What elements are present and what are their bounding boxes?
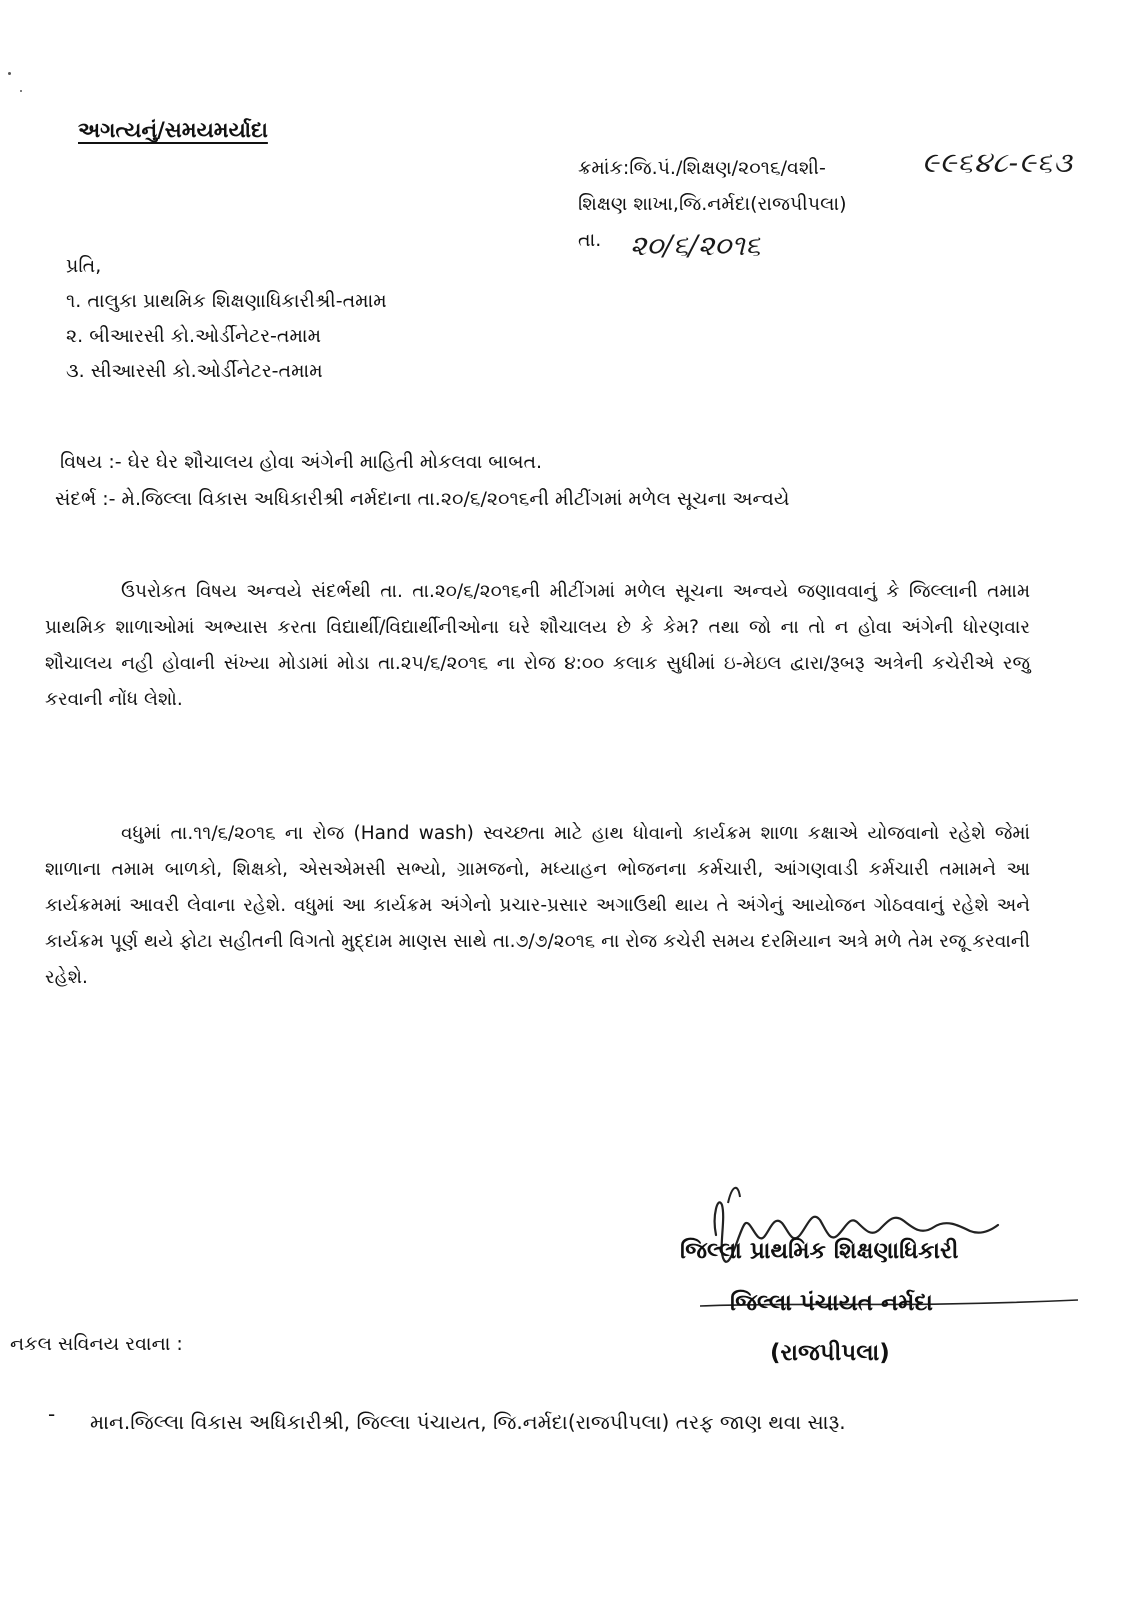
signatory-location: (રાજપીપલા) [770,1340,890,1366]
urgent-heading: અગત્યનું/સમયમર્યાદા [78,118,268,142]
handwritten-date: ૨૦/૬/૨૦૧૬ [630,229,761,262]
copy-bullet: - [48,1402,56,1426]
signature-scribble [708,1175,1008,1285]
recipient-item: ૨. બીઆરસી કો.ઓર્ડીનેટર-તમામ [66,325,321,347]
subject-line: વિષય :- ઘેર ઘેર શૌચાલય હોવા અંગેની માહિતી મોકલવા બાબત. [60,451,543,473]
signatory-office: જિલ્લા પંચાયત નર્મદા [730,1290,933,1316]
recipients-label: પ્રતિ, [66,255,102,277]
scan-speck [8,72,11,75]
department-line: શિક્ષણ શાખા,જિ.નર્મદા(રાજપીપલા) [578,193,847,215]
reference-number-line: ક્રમાંક:જિ.પં./શિક્ષણ/૨૦૧૬/વશી- [578,157,826,179]
recipient-item: ૩. સીઆરસી કો.ઓર્ડીનેટર-તમામ [66,360,323,382]
copy-to-recipient: માન.જિલ્લા વિકાસ અધિકારીશ્રી, જિલ્લા પંચાયત, જિ.નર્મદા(રાજપીપલા) તરફ જાણ થવા સારૂ. [90,1410,846,1434]
copy-to-label: નકલ સવિનય રવાના : [10,1333,183,1355]
body-paragraph-2: વધુમાં તા.૧૧/૬/૨૦૧૬ ના રોજ (Hand wash) સ્વચ્છતા માટે હાથ ધોવાનો કાર્યક્રમ શાળા કક્ષાએ યોજવાનો રહેશે જેમાં શાળાના તમામ બાળકો, શિક્ષકો, એસએમસી સભ્યો, ગ્રામજનો, મધ્યાહન ભોજનના કર્મચારી, આંગણવાડી કર્મચારી તમામને આ કાર્યક્રમમાં આવરી લેવાના રહેશે. વધુમાં આ કાર્યક્રમ અંગેનો પ્રચાર-પ્રસાર અગાઉથી થાય તે અંગેનું આયોજન ગોઠવવાનું રહેશે અને કાર્યક્રમ પૂર્ણ થયે ફોટા સહીતની વિગતો મુદ્દામ માણસ સાથે તા.૭/૭/૨૦૧૬ ના રોજ કચેરી સમય દરમિયાન અત્રે મળે તેમ રજૂ કરવાની રહેશે. [45,823,1030,988]
signatory-title: જિલ્લા પ્રાથમિક શિક્ષણાધિકારી [680,1238,959,1264]
body-paragraph-1: ઉપરોકત વિષય અન્વયે સંદર્ભથી તા. તા.૨૦/૬/૨૦૧૬ની મીટીંગમાં મળેલ સૂચના અન્વયે જણાવવાનું કે જિલ્લાની તમામ પ્રાથમિક શાળાઓમાં અભ્યાસ કરતા વિદ્યાર્થી/વિદ્યાર્થીનીઓના ઘરે શૌચાલય છે કે કેમ? તથા જો ના તો ન હોવા અંગેની ધોરણવાર શૌચાલય નહી હોવાની સંખ્યા મોડામાં મોડા તા.૨૫/૬/૨૦૧૬ ના રોજ ૪:૦૦ કલાક સુધીમાં ઇ-મેઇલ દ્વારા/રૂબરૂ અત્રેની કચેરીએ રજુ કરવાની નોંધ લેશો. [45,581,1030,710]
reference-line: સંદર્ભ :- મે.જિલ્લા વિકાસ અધિકારીશ્રી નર્મદાના તા.૨૦/૬/૨૦૧૬ની મીટીંગમાં મળેલ સૂચના અન્વયે [55,488,790,510]
scan-speck [20,90,22,92]
recipient-item: ૧. તાલુકા પ્રાથમિક શિક્ષણાધિકારીશ્રી-તમામ [66,290,387,312]
handwritten-reference-number: ૯૯૬૪૮-૯૬૩ [922,146,1073,179]
date-label: તા. [578,229,602,251]
